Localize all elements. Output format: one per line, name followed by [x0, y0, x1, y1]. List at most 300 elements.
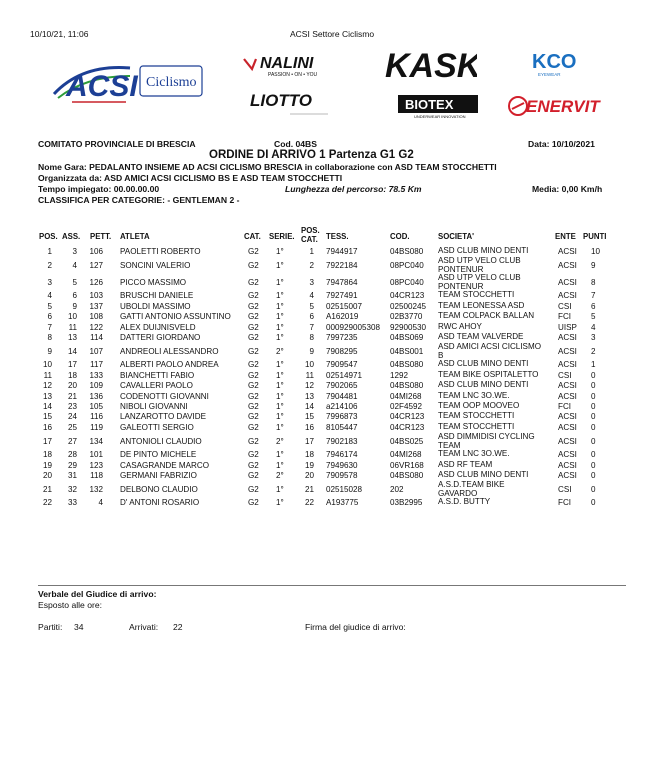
cell-societa — [438, 274, 521, 291]
cell-punti: 1 — [591, 360, 596, 370]
cell-serie: 1° — [276, 291, 284, 301]
cell-poscat: 20 — [304, 471, 314, 480]
cell-tess: 7996873 — [326, 412, 358, 422]
table-header-row — [38, 227, 628, 247]
cell-pos: 10 — [42, 360, 52, 370]
cell-cod: 04BS080 — [390, 360, 424, 370]
race-name: Nome Gara: PEDALANTO INSIEME AD ACSI CICLISMO BRESCIA in collaborazione con ASD TEAM STOCCHETTI — [38, 162, 497, 172]
cell-pos: 12 — [42, 381, 52, 391]
cell-punti: 8 — [591, 278, 596, 288]
cell-serie: 1° — [276, 312, 284, 322]
cell-poscat: 5 — [309, 301, 314, 311]
cell-ass: 4 — [72, 261, 77, 271]
cell-ente: ACSI — [558, 471, 577, 480]
cell-cat: G2 — [248, 391, 259, 401]
header-pos: POS. — [39, 232, 58, 241]
cell-atleta: CASAGRANDE MARCO — [120, 460, 210, 470]
cell-cat: G2 — [248, 381, 259, 391]
cell-pos: 17 — [42, 437, 52, 447]
cell-cod: 1292 — [390, 370, 409, 380]
cell-cat: G2 — [248, 312, 259, 322]
cell-poscat: 12 — [304, 381, 314, 391]
header-atleta: ATLETA — [120, 232, 150, 241]
organizer: Organizzata da: ASD AMICI ACSI CICLISMO BS E ASD TEAM STOCCHETTI — [38, 173, 343, 183]
cell-ente: FCI — [558, 498, 572, 508]
societa-line-1: ASD TEAM VALVERDE — [438, 332, 524, 341]
cell-pos: 8 — [47, 333, 52, 342]
cell-tess: 7909547 — [326, 360, 358, 370]
cell-atleta: NIBOLI GIOVANNI — [120, 402, 188, 411]
cell-cat: G2 — [248, 261, 259, 271]
cell-cod: 08PC040 — [390, 261, 424, 271]
cell-societa — [438, 360, 528, 369]
cell-cod: 04CR123 — [390, 422, 425, 432]
societa-line-1: TEAM STOCCHETTI — [438, 290, 515, 300]
cell-poscat: 16 — [304, 422, 314, 432]
societa-line-1: ASD UTP VELO CLUB — [438, 273, 521, 283]
cell-societa — [438, 450, 510, 459]
cell-tess: 7909578 — [326, 471, 358, 480]
cell-poscat: 17 — [304, 437, 314, 447]
acsi-ciclismo-logo — [52, 54, 212, 110]
cell-pos: 19 — [42, 460, 52, 470]
cell-tess: 7904481 — [326, 391, 358, 401]
header-societa: SOCIETA' — [438, 232, 474, 241]
table-row — [38, 291, 628, 301]
cell-pett: 134 — [89, 437, 103, 447]
cell-punti: 5 — [591, 312, 596, 322]
cell-societa — [438, 433, 535, 450]
cell-cod: 04BS001 — [390, 347, 424, 357]
verbale-label: Verbale del Giudice di arrivo: — [38, 589, 157, 599]
cell-atleta: ANDREOLI ALESSANDRO — [120, 347, 219, 357]
cell-cat: G2 — [248, 402, 259, 411]
cell-pett: 118 — [90, 471, 103, 480]
cell-pos: 6 — [47, 312, 52, 322]
cell-ente: CSI — [558, 370, 572, 380]
cell-poscat: 13 — [304, 391, 314, 401]
cell-atleta: DELBONO CLAUDIO — [120, 485, 198, 495]
cell-pett: 107 — [89, 347, 103, 357]
cell-tess: 7922184 — [326, 261, 358, 271]
acsi-logo-sub: Ciclismo — [146, 75, 197, 90]
cell-punti: 0 — [591, 450, 596, 460]
cell-pett: 127 — [89, 261, 103, 271]
cell-atleta: PAOLETTI ROBERTO — [120, 247, 201, 256]
table-row — [38, 498, 628, 508]
cell-atleta: BIANCHETTI FABIO — [120, 370, 195, 380]
cell-pett: 132 — [89, 485, 103, 495]
cell-cod: 06VR168 — [390, 460, 424, 470]
cell-serie: 1° — [276, 402, 284, 411]
cell-societa — [438, 343, 541, 360]
cell-ente: ACSI — [558, 460, 577, 470]
cell-pos: 15 — [42, 412, 52, 422]
cell-serie: 1° — [276, 360, 284, 370]
cell-ente: ACSI — [558, 381, 577, 391]
table-row — [38, 412, 628, 422]
cell-pett: 133 — [89, 370, 103, 380]
cell-ente: ACSI — [558, 333, 577, 342]
societa-line-1: ASD CLUB MINO DENTI — [438, 359, 529, 369]
cell-pos: 20 — [42, 471, 52, 480]
cell-ass: 14 — [67, 347, 77, 357]
cell-societa — [438, 257, 521, 274]
acsi-logo-text: ACSI — [66, 70, 138, 103]
cell-cod: 04BS080 — [390, 471, 424, 480]
societa-line-1: TEAM OOP MOOVEO — [438, 401, 520, 410]
cell-poscat: 18 — [304, 450, 314, 460]
cell-punti: 4 — [591, 322, 596, 332]
table-row — [38, 312, 628, 322]
societa-line-1: ASD AMICI ACSI CICLISMO — [438, 342, 541, 352]
cell-serie: 1° — [276, 247, 284, 256]
cell-cod: 04MI268 — [390, 450, 422, 460]
cell-punti: 6 — [591, 301, 596, 311]
cell-poscat: 11 — [305, 370, 314, 380]
cell-atleta: PICCO MASSIMO — [120, 278, 187, 288]
cell-pett: 106 — [89, 247, 103, 256]
cell-cat: G2 — [248, 412, 259, 422]
cell-pett: 136 — [89, 391, 103, 401]
cell-atleta: DE PINTO MICHELE — [120, 450, 197, 460]
cell-ente: UISP — [558, 322, 577, 332]
cell-tess: 8105447 — [326, 422, 358, 432]
cell-punti: 0 — [591, 471, 596, 480]
cell-ass: 17 — [67, 360, 77, 370]
cell-cod: 04CR123 — [390, 291, 425, 301]
societa-line-1: A.S.D. BUTTY — [438, 497, 491, 507]
table-row — [38, 257, 628, 274]
cell-cod: 04BS069 — [390, 333, 424, 342]
cell-tess: 7944917 — [326, 247, 358, 256]
societa-line-1: TEAM BIKE OSPITALETTO — [438, 369, 539, 379]
cell-punti: 3 — [591, 333, 596, 342]
cell-punti: 0 — [591, 460, 596, 470]
societa-line-2: GAVARDO — [438, 488, 478, 498]
cell-poscat: 19 — [304, 460, 314, 470]
cell-societa — [438, 412, 514, 421]
table-row — [38, 302, 628, 312]
partiti-value: 34 — [74, 622, 84, 632]
cell-pos: 5 — [47, 301, 52, 311]
cell-ass: 11 — [68, 322, 77, 332]
cell-atleta: UBOLDI MASSIMO — [120, 301, 191, 311]
cell-punti: 7 — [591, 291, 596, 301]
cell-cat: G2 — [248, 322, 259, 332]
cell-punti: 0 — [591, 412, 596, 422]
cell-ente: CSI — [558, 301, 572, 311]
cell-serie: 1° — [276, 391, 284, 401]
cell-cod: 02F4592 — [390, 402, 422, 411]
cell-societa — [438, 392, 510, 401]
table-row — [38, 392, 628, 402]
print-page-title: ACSI Settore Ciclismo — [290, 29, 375, 39]
cell-ass: 31 — [67, 471, 77, 480]
table-row — [38, 360, 628, 370]
kco-logo-text: KCO — [532, 51, 577, 73]
cell-atleta: GATTI ANTONIO ASSUNTINO — [120, 312, 231, 322]
cell-punti: 0 — [591, 370, 596, 380]
societa-line-1: TEAM STOCCHETTI — [438, 421, 515, 431]
liotto-logo — [248, 90, 360, 118]
cell-serie: 2° — [276, 471, 284, 480]
cell-tess: A193775 — [326, 498, 359, 508]
table-row — [38, 471, 628, 481]
cell-cod: 92900530 — [390, 322, 427, 332]
cell-societa — [438, 312, 534, 321]
cell-punti: 0 — [591, 498, 596, 508]
cell-tess: 02515007 — [326, 301, 363, 311]
cell-serie: 1° — [276, 412, 284, 422]
societa-line-1: TEAM LNC 3O.WE. — [438, 390, 510, 400]
cell-ass: 32 — [67, 485, 77, 495]
cell-ass: 24 — [67, 412, 77, 422]
cell-pos: 22 — [42, 498, 52, 508]
cell-atleta: GERMANI FABRIZIO — [120, 471, 197, 480]
race-distance: Lunghezza del percorso: 78.5 Km — [285, 184, 422, 194]
cell-punti: 0 — [591, 422, 596, 432]
cell-atleta: D' ANTONI ROSARIO — [120, 498, 200, 508]
cell-poscat: 4 — [309, 291, 314, 301]
cell-cod: 04BS025 — [390, 437, 424, 447]
cell-ass: 29 — [67, 460, 77, 470]
firma-label: Firma del giudice di arrivo: — [305, 622, 406, 632]
cell-cod: 04MI268 — [390, 391, 422, 401]
cell-poscat: 7 — [309, 322, 314, 332]
cell-ente: ACSI — [558, 278, 577, 288]
biotex-logo-text: BIOTEX — [405, 97, 454, 112]
cell-punti: 0 — [591, 485, 596, 495]
cell-pos: 18 — [42, 450, 52, 460]
table-row — [38, 481, 628, 498]
cell-serie: 1° — [276, 450, 284, 460]
cell-ente: ACSI — [558, 347, 577, 357]
cell-punti: 10 — [591, 247, 601, 256]
cell-atleta: ALBERTI PAOLO ANDREA — [120, 360, 219, 370]
cell-cat: G2 — [248, 485, 259, 495]
cell-ente: ACSI — [558, 291, 577, 301]
cell-cat: G2 — [248, 370, 259, 380]
cell-ente: ACSI — [558, 450, 577, 460]
cell-societa — [438, 381, 528, 390]
cell-tess: a214106 — [326, 402, 358, 411]
cell-atleta: BRUSCHI DANIELE — [120, 291, 194, 301]
cell-societa — [438, 461, 492, 470]
cell-cat: G2 — [248, 333, 259, 342]
cell-cat: G2 — [248, 347, 259, 357]
cell-cod: 02B3770 — [390, 312, 423, 322]
cell-atleta: CODENOTTI GIOVANNI — [120, 391, 209, 401]
societa-line-1: RWC AHOY — [438, 321, 482, 331]
cell-pett: 117 — [90, 360, 103, 370]
cell-tess: 02515028 — [326, 485, 363, 495]
cell-ass: 18 — [67, 370, 77, 380]
cell-pett: 114 — [90, 333, 103, 342]
esposto-label: Esposto alle ore: — [38, 600, 103, 610]
table-row — [38, 343, 628, 360]
cell-ente: ACSI — [558, 422, 577, 432]
cell-cat: G2 — [248, 450, 259, 460]
cell-serie: 1° — [276, 381, 284, 391]
header-tess: TESS. — [326, 232, 349, 241]
biotex-logo-sub: UNDERWEAR INNOVATION — [414, 114, 466, 119]
partiti-label: Partiti: — [38, 622, 63, 632]
time-used: Tempo impiegato: 00.00.00.00 — [38, 184, 160, 194]
societa-line-1: ASD CLUB MINO DENTI — [438, 380, 529, 390]
cell-serie: 2° — [276, 347, 284, 357]
societa-line-1: ASD CLUB MINO DENTI — [438, 470, 529, 479]
cell-punti: 2 — [591, 347, 596, 357]
cell-serie: 1° — [276, 498, 284, 508]
cell-tess: 7927491 — [326, 291, 358, 301]
cell-serie: 1° — [276, 370, 284, 380]
cell-pos: 3 — [47, 278, 52, 288]
cell-pett: 137 — [89, 301, 103, 311]
cell-pos: 16 — [42, 422, 52, 432]
cell-pos: 13 — [42, 391, 52, 401]
cell-cat: G2 — [248, 422, 259, 432]
cell-tess: A162019 — [326, 312, 359, 322]
cell-ass: 13 — [67, 333, 77, 342]
cell-societa — [438, 402, 519, 411]
cell-punti: 0 — [591, 402, 596, 411]
enervit-logo-text: ENERVIT — [526, 97, 600, 116]
cell-ass: 21 — [67, 391, 77, 401]
table-row — [38, 423, 628, 433]
cell-societa — [438, 498, 490, 507]
cell-ente: FCI — [558, 402, 572, 411]
cell-cat: G2 — [248, 278, 259, 288]
cell-pos: 11 — [43, 370, 52, 380]
cell-atleta: DATTERI GIORDANO — [120, 333, 201, 342]
cell-pos: 9 — [47, 347, 52, 357]
cell-ente: FCI — [558, 312, 572, 322]
cell-serie: 1° — [276, 278, 284, 288]
kask-logo — [385, 47, 477, 83]
table-row — [38, 433, 628, 450]
cell-cat: G2 — [248, 460, 259, 470]
cell-pett: 4 — [98, 498, 103, 508]
header-pett: PETT. — [90, 232, 112, 241]
cell-poscat: 3 — [309, 278, 314, 288]
kask-logo-text: KASK — [385, 47, 477, 83]
cell-tess: 7902183 — [326, 437, 358, 447]
cell-atleta: ALEX DUIJNISVELD — [120, 322, 196, 332]
societa-line-1: TEAM COLPACK BALLAN — [438, 311, 535, 321]
table-row — [38, 402, 628, 412]
nalini-tagline: PASSION • ON • YOU — [268, 72, 318, 78]
cell-pos: 2 — [47, 261, 52, 271]
cell-societa — [438, 371, 538, 380]
table-row — [38, 461, 628, 471]
cell-ass: 5 — [72, 278, 77, 288]
cell-poscat: 21 — [304, 485, 314, 495]
header-poscat-1: POS. — [301, 226, 320, 235]
cell-societa — [438, 333, 523, 342]
cell-poscat: 2 — [309, 261, 314, 271]
cell-poscat: 15 — [304, 412, 314, 422]
cell-pett: 126 — [89, 278, 103, 288]
header-cat: CAT. — [244, 232, 261, 241]
print-datetime: 10/10/21, 11:06 — [30, 29, 89, 39]
cell-societa — [438, 481, 505, 498]
cell-punti: 9 — [591, 261, 596, 271]
enervit-logo — [508, 95, 614, 117]
cell-cod: 03B2995 — [390, 498, 423, 508]
document-code: Cod. 04BS — [274, 139, 317, 149]
footer-divider — [38, 585, 626, 586]
kco-logo-sub: EYEWEAR — [538, 72, 561, 77]
cell-ass: 25 — [67, 422, 77, 432]
cell-ass: 9 — [72, 301, 77, 311]
societa-line-1: ASD DIMMIDISI CYCLING — [438, 432, 535, 442]
cell-cod: 04BS080 — [390, 381, 424, 391]
cell-ass: 20 — [67, 381, 77, 391]
cell-cod: 02500245 — [390, 301, 427, 311]
cell-poscat: 14 — [304, 402, 314, 411]
cell-societa — [438, 323, 482, 332]
cell-societa — [438, 423, 514, 432]
cell-ente: ACSI — [558, 412, 577, 422]
cell-poscat: 1 — [309, 247, 314, 256]
cell-ente: ACSI — [558, 261, 577, 271]
cell-atleta: LANZAROTTO DAVIDE — [120, 412, 207, 422]
arrivati-label: Arrivati: — [129, 622, 159, 632]
cell-serie: 1° — [276, 460, 284, 470]
cell-poscat: 22 — [304, 498, 314, 508]
cell-tess: 7908295 — [326, 347, 358, 357]
cell-ente: ACSI — [558, 437, 577, 447]
cell-ente: ACSI — [558, 391, 577, 401]
cell-cat: G2 — [248, 360, 259, 370]
cell-atleta: GALEOTTI SERGIO — [120, 422, 194, 432]
cell-cod: 08PC040 — [390, 278, 424, 288]
cell-societa — [438, 247, 528, 256]
cell-pett: 108 — [89, 312, 103, 322]
cell-tess: 7947864 — [326, 278, 358, 288]
table-row — [38, 323, 628, 333]
table-row — [38, 371, 628, 381]
societa-line-1: TEAM LEONESSA ASD — [438, 300, 525, 310]
average-speed: Media: 0,00 Km/h — [532, 184, 603, 194]
cell-serie: 1° — [276, 422, 284, 432]
cell-ente: CSI — [558, 485, 572, 495]
cell-poscat: 10 — [304, 360, 314, 370]
cell-pos: 7 — [47, 322, 52, 332]
cell-tess: 02514971 — [326, 370, 363, 380]
cell-cat: G2 — [248, 437, 259, 447]
cell-serie: 1° — [276, 485, 284, 495]
cell-serie: 2° — [276, 437, 284, 447]
cell-societa — [438, 291, 514, 300]
societa-line-1: ASD UTP VELO CLUB — [438, 256, 521, 266]
cell-ente: ACSI — [558, 247, 577, 256]
societa-line-1: ASD RF TEAM — [438, 459, 493, 469]
header-cod: COD. — [390, 232, 410, 241]
cell-ente: ACSI — [558, 360, 577, 370]
cell-pos: 1 — [47, 247, 52, 256]
societa-line-2: TEAM — [438, 440, 461, 450]
cell-atleta: CAVALLERI PAOLO — [120, 381, 193, 391]
societa-line-1: A.S.D.TEAM BIKE — [438, 480, 505, 490]
cell-ass: 33 — [67, 498, 77, 508]
cell-cat: G2 — [248, 291, 259, 301]
cell-cod: 04BS080 — [390, 247, 424, 256]
cell-tess: 7997235 — [326, 333, 358, 342]
biotex-logo — [398, 95, 478, 119]
cell-ass: 10 — [67, 312, 77, 322]
